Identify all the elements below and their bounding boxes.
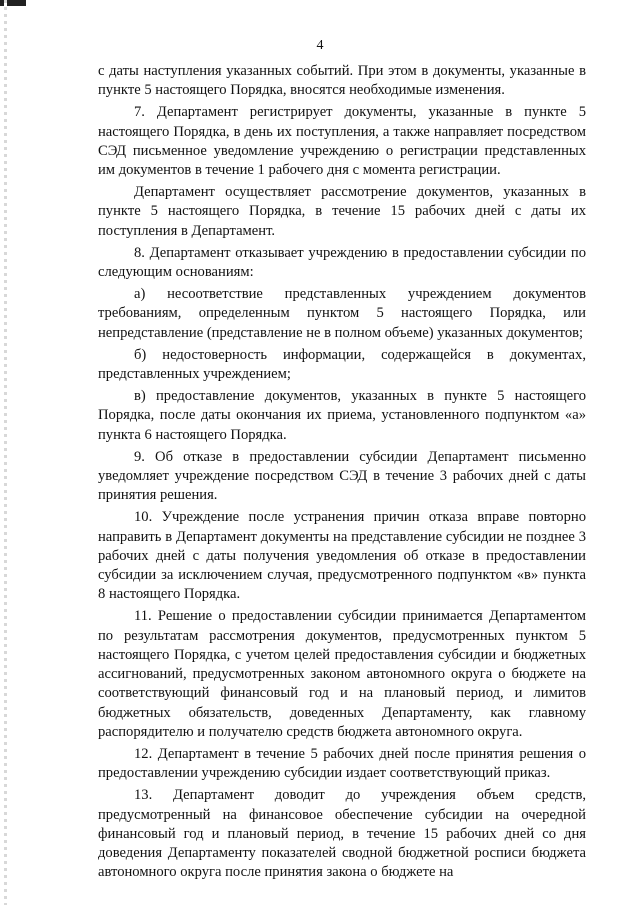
paragraph-10: 10. Учреждение после устранения причин отказа вправе повторно направить в Департамент документы на представление субсидии не позднее 3 рабочих дней с даты получения уведомления об отказе в предоставлении субсидии за исключением случая, предусмотренного подпунктом «в» пункта 8 настоящего Порядка. bbox=[98, 509, 586, 603]
document-body bbox=[98, 62, 586, 885]
paragraph-7-review: Департамент осуществляет рассмотрение документов, указанных в пункте 5 настоящего Порядка, в течение 15 рабочих дней с даты их поступления в Департамент. bbox=[98, 184, 586, 239]
paragraph-8v: в) предоставление документов, указанных в пункте 5 настоящего Порядка, после даты окончания их приема, установленного подпунктом «а» пункта 6 настоящего Порядка. bbox=[98, 388, 586, 443]
paragraph-12: 12. Департамент в течение 5 рабочих дней после принятия решения о предоставлении учреждению субсидии издает соответствующий приказ. bbox=[98, 745, 586, 782]
paragraph-continuation: с даты наступления указанных событий. При этом в документы, указанные в пункте 5 настоящего Порядка, вносятся необходимые изменения. bbox=[98, 63, 586, 99]
paragraph-7: 7. Департамент регистрирует документы, указанные в пункте 5 настоящего Порядка, в день их поступления, а также направляет посредством СЭД письменное уведомление учреждению о регистрации представленных им документов в течение 1 рабочего дня с момента регистрации. bbox=[98, 104, 586, 179]
paragraph-8b: б) недостоверность информации, содержащейся в документах, представленных учреждением; bbox=[98, 346, 586, 383]
paragraph-11: 11. Решение о предоставлении субсидии принимается Департаментом по результатам рассмотрения документов, предусмотренных пунктом 5 настоящего Порядка, с учетом целей предоставления субсидии и бюджетных ассигнований, предусмотренных законом автономного округа о бюджете на соответствующий финансовый год и на плановый период, и лимитов бюджетных обязательств, доведенных Департаменту, как главному распорядителю и получателю средств бюджета автономного округа. bbox=[98, 608, 586, 740]
paragraph-8a: а) несоответствие представленных учреждением документов требованиям, определенным пунктом 5 настоящего Порядка, или непредставление (представление не в полном объеме) указанных документов; bbox=[98, 286, 586, 341]
page-number: 4 bbox=[316, 38, 324, 53]
paragraph-9: 9. Об отказе в предоставлении субсидии Департамент письменно уведомляет учреждение посредством СЭД в течение 3 рабочих дней с даты принятия решения. bbox=[98, 448, 586, 504]
scan-binding-edge bbox=[4, 0, 7, 905]
paragraph-8: 8. Департамент отказывает учреждению в предоставлении субсидии по следующим основаниям: bbox=[98, 244, 586, 281]
paragraph-13: 13. Департамент доводит до учреждения объем средств, предусмотренный на финансовое обеспечение субсидии на очередной финансовый год и плановый период, в течение 15 рабочих дней со дня доведения Департаменту показателей сводной бюджетной росписи бюджета автономного округа после принятия закона о бюджете на bbox=[98, 787, 586, 881]
